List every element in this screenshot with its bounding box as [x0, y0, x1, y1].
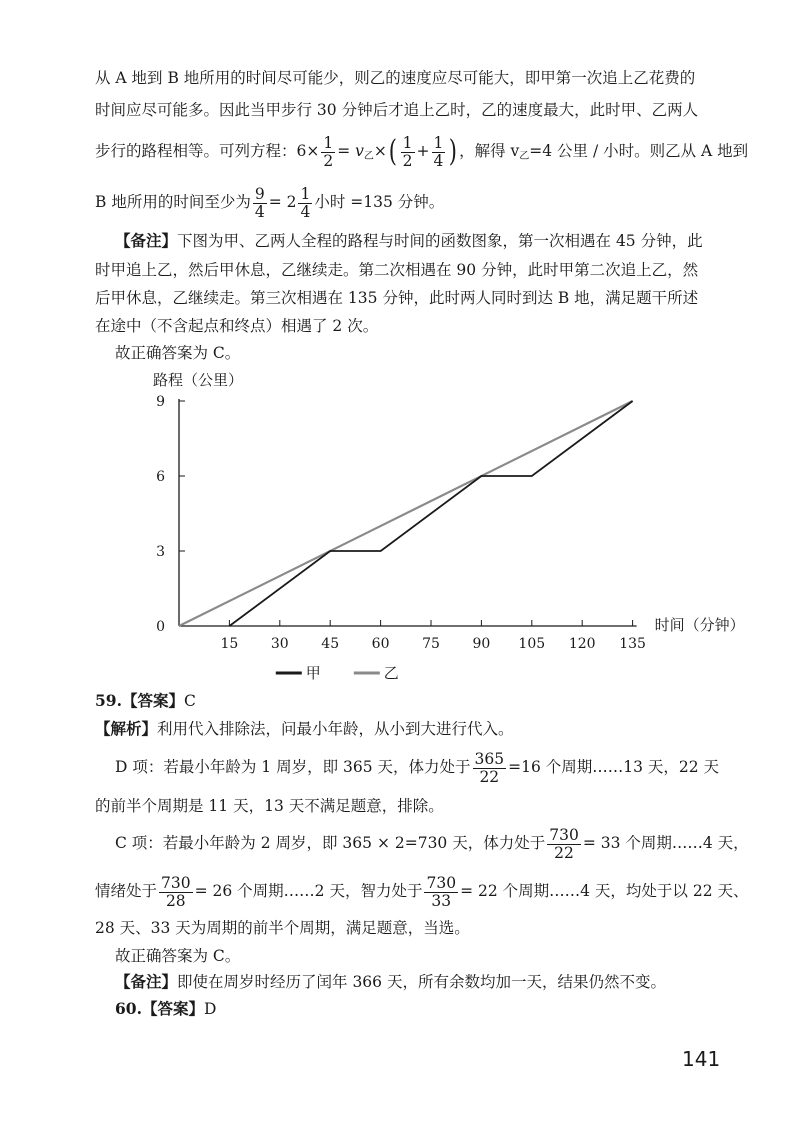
note-line: [115, 972, 666, 992]
equation-line: [115, 747, 719, 787]
denominator: 2: [402, 151, 413, 170]
text-segment: 小时 =135 分钟。: [314, 193, 445, 211]
text-line: 后甲休息，乙继续走。第三次相遇在 135 分钟，此时两人同时到达 B 地，满足题干所述: [95, 289, 699, 307]
text-segment: 即使在周岁时经历了闰年 366 天，所有余数均加一天，结果仍然不变。: [177, 973, 666, 991]
answer-value: D: [203, 1000, 217, 1018]
denominator: 4: [254, 202, 265, 221]
text-segment: =16 个周期……13 天，22 天: [508, 758, 720, 776]
text-line: 的前半个周期是 11 天，13 天不满足题意，排除。: [95, 797, 444, 815]
fraction: [432, 135, 446, 170]
numerator: 1: [300, 184, 311, 203]
text-segment: = v: [337, 142, 364, 160]
series-line-jia: [229, 401, 632, 626]
x-tick-label: 75: [422, 636, 440, 652]
legend-label: 乙: [383, 664, 399, 682]
y-axis-label: 路程（公里）: [153, 371, 244, 389]
page-number: 141: [682, 1047, 721, 1071]
text-segment: = 33 个周期……4 天，: [582, 834, 749, 852]
question-number: 59.: [95, 691, 122, 710]
text-segment: B 地所用的时间至少为: [95, 193, 251, 211]
equation-line: [95, 182, 444, 222]
numerator: 730: [161, 873, 191, 892]
denominator: 22: [554, 843, 574, 862]
denominator: 2: [323, 151, 334, 170]
subscript: 乙: [363, 151, 374, 162]
denominator: 4: [433, 151, 444, 170]
x-tick-label: 120: [568, 636, 596, 652]
text-segment: ×: [373, 142, 387, 160]
fraction: [253, 186, 267, 221]
fraction: [424, 875, 458, 910]
numerator: 1: [323, 133, 334, 152]
numerator: 1: [402, 133, 413, 152]
note-tag: 【备注】: [115, 972, 178, 991]
x-tick-label: 135: [619, 636, 646, 652]
text-segment: = 22 个周期……4 天，均处于以 22 天、: [460, 882, 749, 900]
text-segment: = 26 个周期……2 天，智力处于: [194, 882, 423, 900]
distance-time-chart: [95, 360, 745, 682]
answer-tag: 【答案】: [121, 691, 184, 710]
x-tick-label: 105: [518, 636, 546, 652]
paren: ): [449, 134, 458, 169]
x-tick-label: 90: [472, 636, 491, 652]
fraction: [401, 135, 415, 170]
numerator: 730: [426, 873, 457, 892]
note-tag: 【备注】: [115, 231, 178, 250]
x-tick-label: 15: [220, 636, 239, 652]
text-line: 时甲追上乙，然后甲休息，乙继续走。第二次相遇在 90 分钟，此时甲第二次追上乙，然: [95, 261, 699, 279]
answer-line: 故正确答案为 C。: [115, 947, 241, 965]
text-segment: C 项：若最小年龄为 2 周岁，即 365 × 2=730 天，体力处于: [115, 834, 546, 852]
question-line: [95, 691, 196, 711]
x-tick-label: 45: [321, 636, 340, 652]
text-segment: +: [416, 142, 430, 160]
denominator: 33: [431, 891, 452, 910]
answer-value: C: [183, 692, 196, 710]
denominator: 4: [300, 202, 311, 221]
y-tick-label: 9: [156, 394, 165, 410]
denominator: 22: [479, 767, 500, 786]
text-segment: D 项：若最小年龄为 1 周岁，即 365 天，体力处于: [115, 758, 471, 776]
text-segment: 步行的路程相等。可列方程：6×: [95, 142, 320, 160]
text-segment: 利用代入排除法，问最小年龄，从小到大进行代入。: [157, 720, 514, 738]
fraction: [547, 827, 581, 862]
y-tick-label: 3: [156, 544, 165, 560]
text-line: 在途中（不含起点和终点）相遇了 2 次。: [95, 317, 379, 335]
note-line: [115, 231, 703, 251]
paren: (: [388, 134, 397, 169]
equation-line: [95, 871, 749, 911]
legend-label: 甲: [305, 664, 321, 682]
analysis-line: [95, 719, 514, 739]
numerator: 730: [549, 825, 579, 844]
text-segment: =4 公里 / 小时。则乙从 A 地到: [529, 142, 749, 160]
x-axis-label: 时间（分钟）: [654, 616, 745, 634]
answer-line: 故正确答案为 C。: [115, 344, 241, 362]
y-tick-label: 0: [156, 619, 165, 635]
fraction: [321, 135, 335, 170]
x-tick-label: 30: [270, 636, 289, 652]
text-segment: 情绪处于: [95, 882, 158, 900]
answer-tag: 【答案】: [141, 999, 204, 1018]
x-tick-label: 60: [371, 636, 390, 652]
numerator: 1: [433, 133, 444, 152]
text-segment: ，解得 v: [459, 142, 520, 160]
denominator: 28: [165, 891, 186, 910]
chart-series: [179, 401, 633, 626]
analysis-tag: 【解析】: [95, 719, 158, 738]
fraction: [473, 751, 507, 786]
equation-line: [115, 823, 749, 863]
chart-labels: [153, 371, 745, 682]
fraction: [298, 186, 312, 221]
subscript: 乙: [519, 151, 530, 162]
text-segment: 下图为甲、乙两人全程的路程与时间的函数图象，第一次相遇在 45 分钟，此: [177, 232, 703, 250]
equation-line: [95, 131, 748, 177]
series-line-yi: [179, 401, 633, 626]
fraction: [159, 875, 193, 910]
text-line: 从 A 地到 B 地所用的时间尽可能少，则乙的速度应尽可能大，即甲第一次追上乙花费的: [95, 69, 696, 87]
text-line: 时间应尽可能多。因此当甲步行 30 分钟后才追上乙时，乙的速度最大，此时甲、乙两人: [95, 101, 699, 119]
y-tick-label: 6: [156, 469, 165, 485]
question-number: 60.: [115, 999, 142, 1018]
text-line: 28 天、33 天为周期的前半个周期，满足题意，当选。: [95, 919, 470, 937]
question-line: [115, 999, 216, 1019]
numerator: 365: [474, 749, 505, 768]
text-segment: = 2: [268, 193, 297, 211]
numerator: 9: [254, 184, 265, 203]
